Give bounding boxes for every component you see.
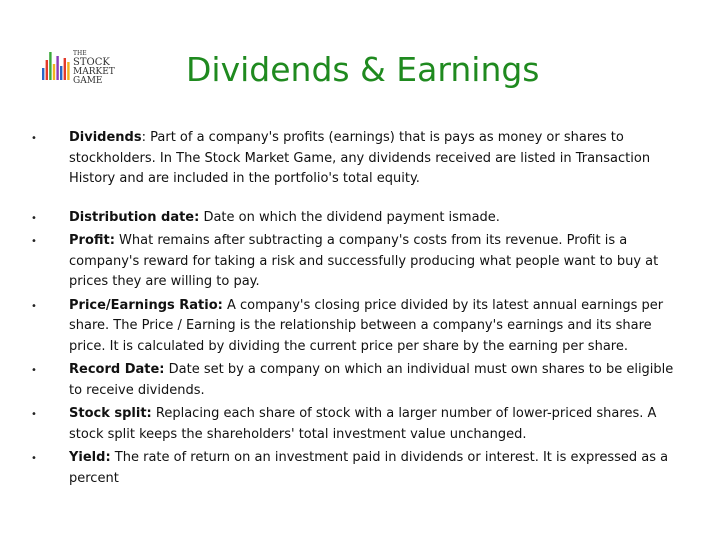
logo-text-the: THE — [73, 50, 87, 57]
list-item — [30, 128, 685, 190]
logo-bar — [56, 56, 58, 80]
term: Record Date: — [69, 362, 165, 377]
logo-text-game: GAME — [73, 76, 103, 86]
logo-bar — [53, 64, 55, 80]
logo-bar — [49, 52, 51, 80]
term: Yield: — [69, 450, 111, 465]
stock-market-game-logo — [40, 46, 140, 86]
logo-bar — [67, 62, 69, 80]
page-title: Dividends & Earnings — [186, 50, 540, 89]
logo-bar — [46, 60, 48, 80]
list-item — [30, 404, 685, 445]
definition: What remains after subtracting a company's costs from its revenue. Profit is a company's reward for taking a risk and successfully producing what people want to buy at prices they are willing to pay. — [69, 233, 659, 289]
term: Price/Earnings Ratio: — [69, 297, 223, 313]
definition: Date set by a company on which an individual must own shares to be eligible to receive dividends. — [69, 362, 674, 398]
list-item — [30, 296, 685, 358]
term: Profit: — [69, 233, 115, 248]
term: Stock split: — [69, 406, 152, 421]
definition: Date on which the dividend payment ismade. — [199, 209, 500, 225]
logo-bar — [64, 58, 66, 80]
list-item — [30, 448, 685, 489]
logo-graphic — [40, 46, 140, 86]
list-item — [30, 231, 685, 293]
definition-list — [30, 128, 685, 489]
term: Dividends — [69, 130, 142, 145]
definition: : Part of a company's profits (earnings) that is pays as money or shares to stockholders. In The Stock Market Game, any dividends received are listed in Transaction History and are included in the portfolio's total equity. — [69, 130, 651, 186]
logo-bar — [42, 68, 44, 80]
logo-text-stock: STOCK — [73, 57, 110, 68]
definition: The rate of return on an investment paid in dividends or interest. It is expressed as a percent — [69, 450, 669, 486]
logo-text-market: MARKET — [73, 67, 115, 77]
definition: Replacing each share of stock with a larger number of lower-priced shares. A stock split keeps the shareholders' total investment value unchanged. — [69, 406, 657, 442]
definition: A company's closing price divided by its latest annual earnings per share. The Price / Earning is the relationship between a company's earnings and its share price. It is calculated by dividing the current price per share by the earning per share. — [69, 297, 664, 354]
logo-bar — [60, 66, 62, 80]
term: Distribution date: — [69, 209, 200, 225]
logo-bars — [42, 52, 70, 80]
list-item — [30, 208, 685, 229]
list-item — [30, 360, 685, 401]
